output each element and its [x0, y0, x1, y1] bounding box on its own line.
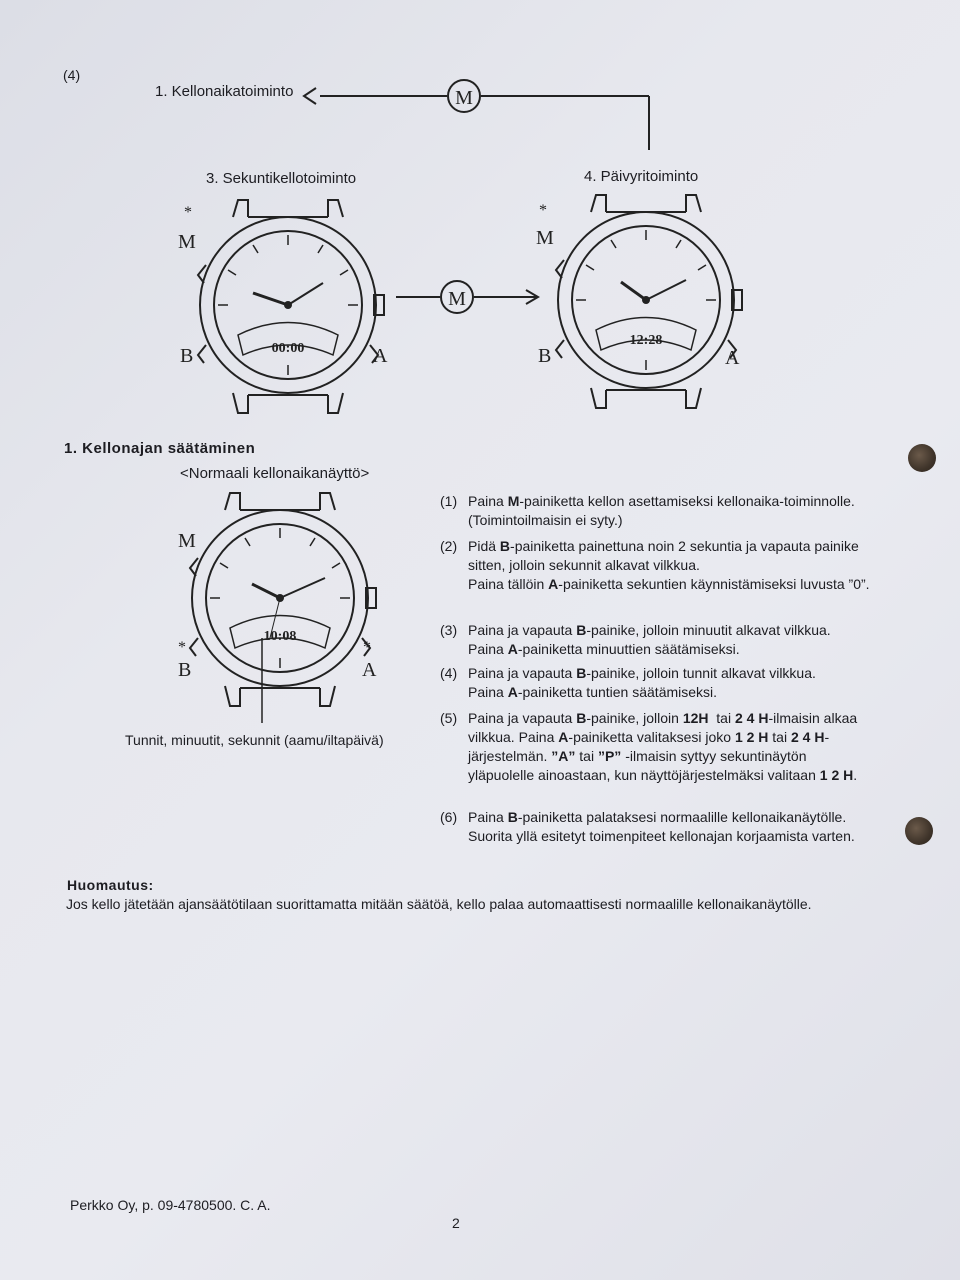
asterisk-4: * [363, 639, 371, 656]
step-number: (3) [440, 622, 458, 638]
m-circle-top [448, 80, 480, 112]
section-subheading: <Normaali kellonaikanäyttö> [180, 465, 370, 482]
label-b-3: B [178, 659, 192, 681]
step-text: Paina ja vapauta B-painike, jolloin minuutit alkavat vilkkua. Paina A-painiketta minuuttien säätämiseksi. [468, 622, 831, 657]
mode-cycle-diagram [0, 0, 960, 440]
m-circle-middle [441, 281, 473, 313]
label-m-1: M [178, 231, 196, 253]
instruction-step [440, 664, 870, 702]
asterisk-2: * [539, 202, 547, 219]
mode3-label: 3. Sekuntikellotoiminto [206, 170, 357, 187]
label-a-3: A [362, 659, 377, 681]
step-text: Paina B-painiketta palataksesi normaalille kellonaikanäytölle. Suorita yllä esitetyt toimenpiteet kellonajan korjaamista varten. [468, 809, 855, 844]
normal-display-diagram [150, 480, 410, 730]
label-a-1: A [373, 345, 388, 367]
mode1-label: 1. Kellonaikatoiminto [155, 83, 294, 100]
mode4-label: 4. Päivyritoiminto [584, 168, 699, 185]
lcd-stopwatch: 00:00 [271, 341, 305, 356]
step-text: Paina ja vapauta B-painike, jolloin 12H tai 2 4 H-ilmaisin alkaa vilkkua. Paina A-painiketta valitaksesi joko 1 2 H tai 2 4 H-järjestelmän. ”A” tai ”P” -ilmaisin syttyy sekuntinäytön yläpuolelle ainoastaan, kun näyttöjärjestelmäksi valitaan 1 2 H. [468, 710, 858, 783]
section-heading: 1. Kellonajan säätäminen [64, 440, 256, 457]
label-m-2: M [536, 227, 554, 249]
page-marker: (4) [63, 67, 81, 83]
m-symbol-middle: M [448, 288, 466, 310]
instruction-step [440, 492, 870, 530]
watch-calendar [556, 195, 742, 408]
instruction-step [440, 808, 870, 846]
lcd-normal: 10:08 [263, 629, 297, 644]
label-a-2: A [725, 347, 740, 369]
watch-stopwatch [198, 200, 384, 413]
page-number: 2 [452, 1215, 460, 1231]
label-b-2: B [538, 345, 552, 367]
lcd-calendar: 12:28 [629, 333, 663, 348]
step-number: (1) [440, 493, 458, 509]
step-number: (6) [440, 809, 458, 825]
instruction-step [440, 537, 870, 594]
asterisk-3: * [178, 639, 186, 656]
note-title: Huomautus: [67, 877, 154, 893]
step-number: (4) [440, 665, 458, 681]
instruction-step [440, 709, 870, 785]
watch-caption: Tunnit, minuutit, sekunnit (aamu/iltapäivä) [125, 732, 384, 748]
footer-company: Perkko Oy, p. 09-4780500. C. A. [70, 1197, 271, 1213]
note-text: Jos kello jätetään ajansäätötilaan suorittamatta mitään säätöä, kello palaa automaattisesti normaalille kellonaikanäytölle. [66, 896, 812, 912]
step-number: (5) [440, 710, 458, 726]
step-text: Paina M-painiketta kellon asettamiseksi kellonaika-toiminnolle. (Toimintoilmaisin ei syty.) [468, 493, 855, 528]
watch-normal [190, 493, 376, 723]
instruction-step [440, 621, 870, 659]
step-text: Pidä B-painiketta painettuna noin 2 sekuntia ja vapauta painike sitten, jolloin sekunnit alkavat vilkkua. Paina tällöin A-painiketta sekuntien käynnistämiseksi luvusta ”0”. [468, 538, 870, 592]
m-symbol-top: M [455, 87, 473, 109]
step-text: Paina ja vapauta B-painike, jolloin tunnit alkavat vilkkua. Paina A-painiketta tuntien säätämiseksi. [468, 665, 816, 700]
step-number: (2) [440, 538, 458, 554]
punch-hole-top [908, 444, 936, 472]
punch-hole-bottom [905, 817, 933, 845]
label-m-3: M [178, 530, 196, 552]
label-b-1: B [180, 345, 194, 367]
asterisk-1: * [184, 204, 192, 221]
